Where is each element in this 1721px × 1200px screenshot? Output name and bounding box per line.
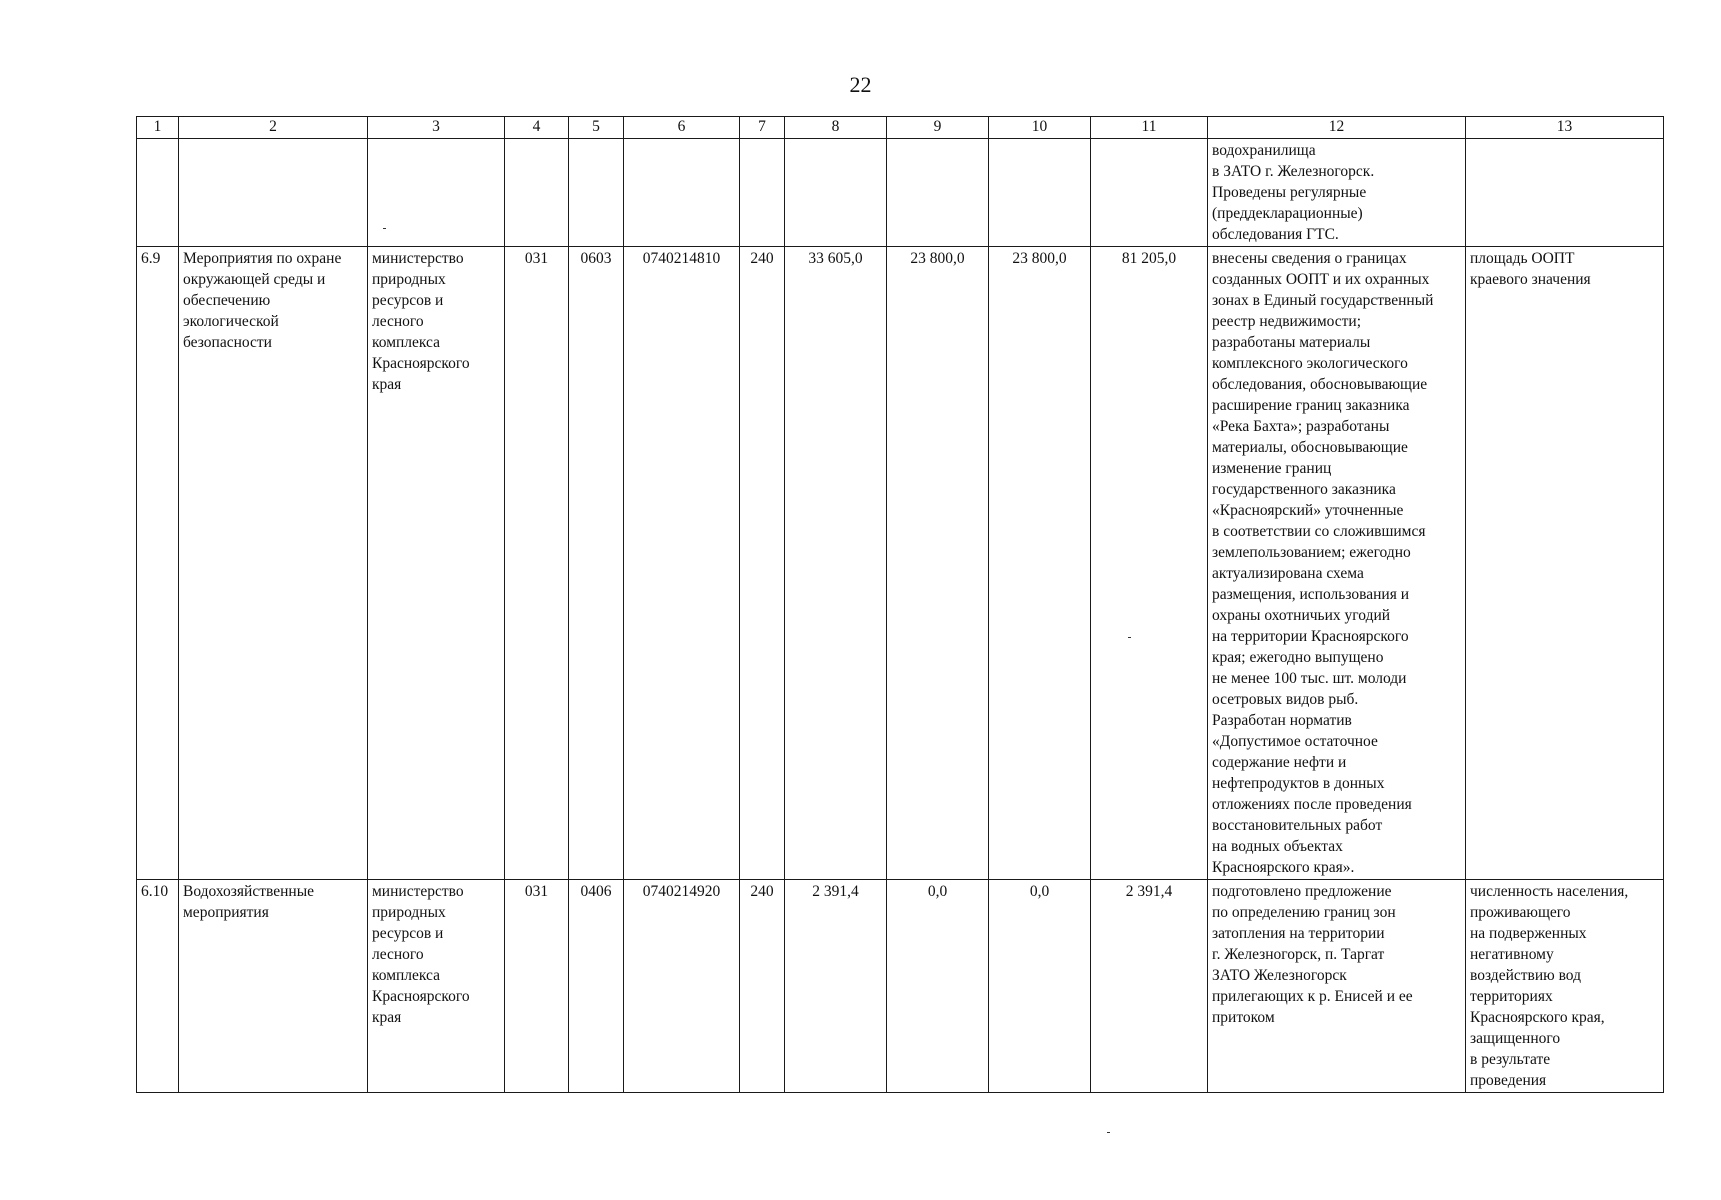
program-activities-table: [136, 116, 1664, 1093]
column-number: 2: [179, 117, 368, 139]
column-number: 12: [1208, 117, 1466, 139]
expense-type-cell: 240: [740, 247, 785, 880]
executor-cell: министерство природных ресурсов и лесного комплекса Красноярского края: [368, 880, 505, 1093]
column-number: 3: [368, 117, 505, 139]
amount-year-2-cell: 0,0: [887, 880, 989, 1093]
table-row-6-9: [137, 247, 1664, 880]
amount-total-cell: [1091, 139, 1208, 247]
table-row-6-10: [137, 880, 1664, 1093]
amount-year-2-cell: 23 800,0: [887, 247, 989, 880]
scan-speck: [383, 228, 386, 229]
column-number: 10: [989, 117, 1091, 139]
amount-year-1-cell: 2 391,4: [785, 880, 887, 1093]
indicator-cell: численность населения, проживающего на подверженных негативному воздействию вод территориях Красноярского края, защищенного в результате проведения: [1466, 880, 1664, 1093]
table-row-continuation: [137, 139, 1664, 247]
amount-year-3-cell: 0,0: [989, 880, 1091, 1093]
amount-year-3-cell: 23 800,0: [989, 247, 1091, 880]
amount-total-cell: 2 391,4: [1091, 880, 1208, 1093]
section-code-cell: [569, 139, 624, 247]
amount-year-1-cell: [785, 139, 887, 247]
row-number-cell: 6.9: [137, 247, 179, 880]
amount-year-3-cell: [989, 139, 1091, 247]
column-number: 8: [785, 117, 887, 139]
target-article-cell: 0740214920: [624, 880, 740, 1093]
expected-result-cell: подготовлено предложение по определению границ зон затопления на территории г. Железногорск, п. Таргат ЗАТО Железногорск прилегающих к р. Енисей и ее притоком: [1208, 880, 1466, 1093]
column-number-row: [137, 117, 1664, 139]
scan-speck: [1107, 1132, 1110, 1133]
gv-code-cell: 031: [505, 247, 569, 880]
activity-name-cell: Мероприятия по охране окружающей среды и обеспечению экологической безопасности: [179, 247, 368, 880]
amount-year-2-cell: [887, 139, 989, 247]
page-number: 22: [849, 72, 872, 97]
expected-result-cell: водохранилища в ЗАТО г. Железногорск. Проведены регулярные (преддекларационные) обследования ГТС.: [1208, 139, 1466, 247]
amount-year-1-cell: 33 605,0: [785, 247, 887, 880]
column-number: 6: [624, 117, 740, 139]
row-number-cell: [137, 139, 179, 247]
indicator-cell: [1466, 139, 1664, 247]
row-number-cell: 6.10: [137, 880, 179, 1093]
executor-cell: министерство природных ресурсов и лесного комплекса Красноярского края: [368, 247, 505, 880]
amount-total-cell: 81 205,0: [1091, 247, 1208, 880]
scan-speck: [1128, 637, 1131, 638]
column-number: 13: [1466, 117, 1664, 139]
section-code-cell: 0406: [569, 880, 624, 1093]
gv-code-cell: 031: [505, 880, 569, 1093]
expense-type-cell: [740, 139, 785, 247]
expense-type-cell: 240: [740, 880, 785, 1093]
expected-result-cell: внесены сведения о границах созданных ООПТ и их охранных зонах в Единый государственный реестр недвижимости; разработаны материалы комплексного экологического обследования, обосновывающие расширение границ заказника «Река Бахта»; разработаны материалы, обосновывающие изменение границ государственного заказника «Красноярский» уточненные в соответствии со сложившимся землепользованием; ежегодно актуализирована схема размещения, использования и охраны охотничьих угодий на территории Красноярского края; ежегодно выпущено не менее 100 тыс. шт. молоди осетровых видов рыб. Разработан норматив «Допустимое остаточное содержание нефти и нефтепродуктов в донных отложениях после проведения восстановительных работ на водных объектах Красноярского края».: [1208, 247, 1466, 880]
executor-cell: [368, 139, 505, 247]
section-code-cell: 0603: [569, 247, 624, 880]
column-number: 7: [740, 117, 785, 139]
target-article-cell: [624, 139, 740, 247]
activity-name-cell: Водохозяйственные мероприятия: [179, 880, 368, 1093]
column-number: 9: [887, 117, 989, 139]
indicator-cell: площадь ООПТ краевого значения: [1466, 247, 1664, 880]
gv-code-cell: [505, 139, 569, 247]
activity-name-cell: [179, 139, 368, 247]
target-article-cell: 0740214810: [624, 247, 740, 880]
column-number: 4: [505, 117, 569, 139]
column-number: 5: [569, 117, 624, 139]
column-number: 11: [1091, 117, 1208, 139]
column-number: 1: [137, 117, 179, 139]
